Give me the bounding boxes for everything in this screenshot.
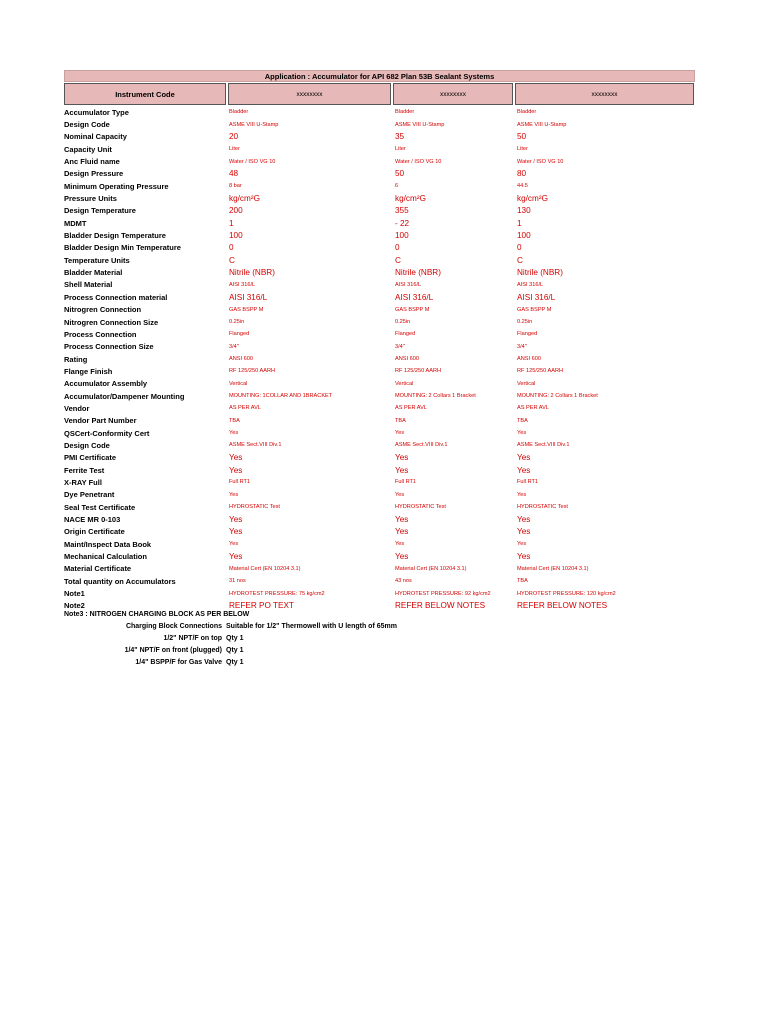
spec-value-1: MOUNTING: 1COLLAR AND 1BRACKET <box>229 393 333 400</box>
spec-value-3: Water / ISO VG 10 <box>517 158 564 165</box>
note3-item-value: Qty 1 <box>226 635 244 642</box>
spec-value-3: Yes <box>517 491 527 498</box>
note3-items <box>64 621 397 669</box>
spec-value-3: HYDROTEST PRESSURE: 120 kg/cm2 <box>517 590 616 597</box>
spec-row <box>64 402 695 414</box>
spec-label: Vendor <box>64 403 90 413</box>
spec-label: Origin Certificate <box>64 527 125 537</box>
spec-label: Process Connection material <box>64 292 168 302</box>
spec-label: Seal Test Certificate <box>64 502 136 512</box>
spec-value-1: Yes <box>229 527 243 537</box>
spec-row <box>64 118 695 130</box>
spec-value-3: TBA <box>517 578 528 585</box>
spec-value-2: 43 nos <box>395 578 412 585</box>
spec-value-2: 0.25in <box>395 319 411 326</box>
spec-value-1: C <box>229 255 235 265</box>
spec-label: Process Connection Size <box>64 342 154 352</box>
spec-value-3: 1 <box>517 218 522 228</box>
spec-label: QSCert-Conformity Cert <box>64 428 150 438</box>
spec-label: Bladder Design Temperature <box>64 231 166 241</box>
spec-value-2: AS PER AVL <box>395 405 427 412</box>
spec-label: Ferrite Test <box>64 465 105 475</box>
spec-value-2: 100 <box>395 231 409 241</box>
spec-row <box>64 291 695 303</box>
spec-row <box>64 501 695 513</box>
spec-value-1: 20 <box>229 132 239 142</box>
spec-value-1: 3/4" <box>229 343 239 350</box>
spec-row <box>64 168 695 180</box>
spec-row <box>64 550 695 562</box>
spec-value-1: 200 <box>229 206 243 216</box>
spec-value-3: 3/4" <box>517 343 527 350</box>
spec-row <box>64 155 695 167</box>
spec-value-3: Flanged <box>517 331 538 338</box>
spec-row <box>64 353 695 365</box>
spec-row <box>64 279 695 291</box>
spec-value-1: ASME VIII U-Stamp <box>229 121 279 128</box>
spec-value-3: RF 125/250 AARH <box>517 368 564 375</box>
spec-value-1: REFER PO TEXT <box>229 601 294 611</box>
spec-label: Capacity Unit <box>64 144 112 154</box>
spec-row <box>64 415 695 427</box>
spec-value-3: 44.5 <box>517 183 528 190</box>
spec-value-2: HYDROTEST PRESSURE: 92 kg/cm2 <box>395 590 491 597</box>
spec-value-3: Liter <box>517 146 528 153</box>
spec-value-1: 48 <box>229 169 239 179</box>
spec-value-3: GAS BSPP M <box>517 306 552 313</box>
spec-value-2: 6 <box>395 183 399 190</box>
spec-value-3: AISI 316/L <box>517 281 544 288</box>
spec-label: X-RAY Full <box>64 477 102 487</box>
spec-value-2: GAS BSPP M <box>395 306 430 313</box>
spec-label: Total quantity on Accumulators <box>64 576 176 586</box>
spec-value-3: Yes <box>517 430 527 437</box>
spec-row <box>64 365 695 377</box>
spec-row <box>64 513 695 525</box>
spec-value-1: RF 125/250 AARH <box>229 368 276 375</box>
spec-value-1: 0.25in <box>229 319 245 326</box>
spec-label: Rating <box>64 354 88 364</box>
spec-value-1: 1 <box>229 218 234 228</box>
spec-value-3: 50 <box>517 132 527 142</box>
spec-value-3: C <box>517 255 523 265</box>
note3-item-value: Qty 1 <box>226 647 244 654</box>
spec-value-1: 31 nos <box>229 578 246 585</box>
spec-value-1: Water / ISO VG 10 <box>229 158 276 165</box>
spec-row <box>64 427 695 439</box>
spec-value-2: 0 <box>395 243 400 253</box>
spec-value-3: AISI 316/L <box>517 292 556 302</box>
spec-row <box>64 266 695 278</box>
spec-value-3: Material Cert (EN 10204 3.1) <box>517 565 589 572</box>
note3-item <box>64 633 397 645</box>
spec-value-2: Vertical <box>395 380 414 387</box>
spec-value-2: kg/cm²G <box>395 194 426 204</box>
spec-label: Minimum Operating Pressure <box>64 181 169 191</box>
spec-value-1: Yes <box>229 453 243 463</box>
column-header-2: xxxxxxxx <box>393 83 513 105</box>
spec-row <box>64 143 695 155</box>
spec-value-3: Yes <box>517 541 527 548</box>
spec-label: NACE MR 0-103 <box>64 515 121 525</box>
spec-value-3: ASME Sect.VIII Div.1 <box>517 442 570 449</box>
spec-value-2: Yes <box>395 552 409 562</box>
spec-value-3: MOUNTING: 2 Collars 1 Bracket <box>517 393 598 400</box>
spec-row <box>64 304 695 316</box>
spec-value-1: AISI 316/L <box>229 281 256 288</box>
spec-value-2: ASME VIII U-Stamp <box>395 121 445 128</box>
spec-value-2: Yes <box>395 515 409 525</box>
spec-row <box>64 229 695 241</box>
spec-label: Temperature Units <box>64 255 130 265</box>
spec-label: Note2 <box>64 601 85 611</box>
spec-label: Nitrogren Connection <box>64 305 142 315</box>
spec-value-3: ASME VIII U-Stamp <box>517 121 567 128</box>
note3-item-value: Qty 1 <box>226 659 244 666</box>
spec-value-3: ANSI 600 <box>517 356 541 363</box>
spec-value-3: 80 <box>517 169 527 179</box>
spec-label: Nitrogren Connection Size <box>64 317 159 327</box>
spec-row <box>64 464 695 476</box>
spec-label: Accumulator/Dampener Mounting <box>64 391 185 401</box>
spec-value-1: ASME Sect.VIII Div.1 <box>229 442 282 449</box>
spec-label: Flange Finish <box>64 366 113 376</box>
column-header-3: xxxxxxxx <box>515 83 694 105</box>
spec-label: Vendor Part Number <box>64 416 137 426</box>
spec-label: Mechanical Calculation <box>64 552 147 562</box>
spec-label: Dye Penetrant <box>64 490 115 500</box>
spec-value-3: Yes <box>517 552 531 562</box>
spec-value-3: HYDROSTATIC Test <box>517 504 568 511</box>
spec-value-2: MOUNTING: 2 Collars 1 Bracket <box>395 393 476 400</box>
spec-value-2: ASME Sect.VIII Div.1 <box>395 442 448 449</box>
spec-label: MDMT <box>64 218 87 228</box>
spec-label: Bladder Material <box>64 268 123 278</box>
spec-value-1: Yes <box>229 541 239 548</box>
spec-value-2: Bladder <box>395 109 415 116</box>
spec-value-3: AS PER AVL <box>517 405 549 412</box>
spec-row <box>64 217 695 229</box>
spec-label: Nominal Capacity <box>64 132 127 142</box>
spec-value-3: 100 <box>517 231 531 241</box>
application-title: Application : Accumulator for API 682 Plan 53B Sealant Systems <box>64 70 695 82</box>
spec-value-2: 355 <box>395 206 409 216</box>
spec-value-2: Nitrile (NBR) <box>395 268 441 278</box>
spec-row <box>64 476 695 488</box>
spec-value-1: Yes <box>229 430 239 437</box>
spec-value-2: HYDROSTATIC Test <box>395 504 446 511</box>
spec-row <box>64 341 695 353</box>
spec-value-1: Yes <box>229 552 243 562</box>
instrument-code-header: Instrument Code <box>64 83 226 105</box>
spec-value-1: 8 bar <box>229 183 242 190</box>
spec-value-2: RF 125/250 AARH <box>395 368 442 375</box>
note3-item-label: Charging Block Connections <box>125 623 222 630</box>
spec-value-3: 130 <box>517 206 531 216</box>
spec-value-1: kg/cm²G <box>229 194 260 204</box>
spec-row <box>64 390 695 402</box>
spec-rows <box>64 106 695 612</box>
column-header-1: xxxxxxxx <box>228 83 391 105</box>
spec-value-3: REFER BELOW NOTES <box>517 601 608 611</box>
note3-heading: Note3 : NITROGEN CHARGING BLOCK AS PER BELOW <box>64 611 250 618</box>
spec-row <box>64 563 695 575</box>
spec-value-1: HYDROTEST PRESSURE: 75 kg/cm2 <box>229 590 325 597</box>
spec-value-1: Yes <box>229 515 243 525</box>
spec-row <box>64 526 695 538</box>
spec-value-1: Vertical <box>229 380 248 387</box>
spec-label: Design Pressure <box>64 169 124 179</box>
spec-row <box>64 192 695 204</box>
spec-value-3: kg/cm²G <box>517 194 548 204</box>
spec-value-1: AISI 316/L <box>229 292 268 302</box>
spec-row <box>64 316 695 328</box>
spec-row <box>64 575 695 587</box>
spec-row <box>64 452 695 464</box>
spec-value-3: Vertical <box>517 380 536 387</box>
spec-value-1: 100 <box>229 231 243 241</box>
spec-value-2: Yes <box>395 465 409 475</box>
note3-item-label: 1/4" BSPP/F for Gas Valve <box>135 659 222 666</box>
spec-row <box>64 328 695 340</box>
spec-row <box>64 131 695 143</box>
spec-row <box>64 587 695 599</box>
spec-value-2: 3/4" <box>395 343 405 350</box>
spec-value-1: Bladder <box>229 109 249 116</box>
spec-value-2: AISI 316/L <box>395 292 434 302</box>
spec-row <box>64 538 695 550</box>
spec-label: Anc Fluid name <box>64 157 120 167</box>
spec-value-2: Yes <box>395 491 405 498</box>
spec-value-3: Nitrile (NBR) <box>517 268 563 278</box>
spec-value-2: - 22 <box>395 218 410 228</box>
spec-value-2: AISI 316/L <box>395 281 422 288</box>
spec-label: Shell Material <box>64 280 113 290</box>
spec-value-3: Bladder <box>517 109 537 116</box>
spec-label: Note1 <box>64 589 85 599</box>
spec-label: Accumulator Type <box>64 107 129 117</box>
spec-value-1: Liter <box>229 146 240 153</box>
spec-value-1: Yes <box>229 465 243 475</box>
spec-value-2: Yes <box>395 527 409 537</box>
spec-value-2: 35 <box>395 132 405 142</box>
spec-value-3: Full RT1 <box>517 479 539 486</box>
spec-value-3: TBA <box>517 417 528 424</box>
spec-row <box>64 242 695 254</box>
spec-value-2: TBA <box>395 417 406 424</box>
spec-label: Design Code <box>64 440 110 450</box>
note3-item-value: Suitable for 1/2" Thermowell with U length of 65mm <box>226 623 397 630</box>
note3-item <box>64 621 397 633</box>
spec-value-3: 0 <box>517 243 522 253</box>
spec-value-1: HYDROSTATIC Test <box>229 504 280 511</box>
spec-row <box>64 378 695 390</box>
spec-value-2: 50 <box>395 169 405 179</box>
spec-row <box>64 180 695 192</box>
spec-row <box>64 254 695 266</box>
note3-item <box>64 645 397 657</box>
note3-item-label: 1/4" NPT/F on front (plugged) <box>124 647 222 654</box>
spec-label: Pressure Units <box>64 194 117 204</box>
spec-row <box>64 205 695 217</box>
spec-value-2: ANSI 600 <box>395 356 419 363</box>
spec-row <box>64 439 695 451</box>
spec-label: Design Temperature <box>64 206 136 216</box>
spec-value-3: 0.25in <box>517 319 533 326</box>
note3-item <box>64 657 397 669</box>
notes-section <box>64 609 397 669</box>
spec-value-1: Material Cert (EN 10204 3.1) <box>229 565 301 572</box>
spec-value-2: Material Cert (EN 10204 3.1) <box>395 565 467 572</box>
spec-value-3: Yes <box>517 527 531 537</box>
spec-label: Material Certificate <box>64 564 132 574</box>
spec-row <box>64 489 695 501</box>
spec-value-1: ANSI 600 <box>229 356 253 363</box>
spec-value-2: Flanged <box>395 331 416 338</box>
spec-label: Design Code <box>64 120 110 130</box>
spec-value-2: C <box>395 255 401 265</box>
spec-value-2: Yes <box>395 453 409 463</box>
spec-value-1: Nitrile (NBR) <box>229 268 275 278</box>
spec-value-2: Water / ISO VG 10 <box>395 158 442 165</box>
spec-value-2: Yes <box>395 430 405 437</box>
spec-value-2: REFER BELOW NOTES <box>395 601 486 611</box>
spec-value-3: Yes <box>517 453 531 463</box>
spec-value-1: TBA <box>229 417 240 424</box>
spec-label: Bladder Design Min Temperature <box>64 243 181 253</box>
spec-label: PMI Certificate <box>64 453 117 463</box>
spec-value-1: GAS BSPP M <box>229 306 264 313</box>
spec-label: Maint/Inspect Data Book <box>64 539 152 549</box>
spec-value-1: 0 <box>229 243 234 253</box>
table-header <box>64 83 695 105</box>
spec-value-1: Yes <box>229 491 239 498</box>
spec-value-3: Yes <box>517 515 531 525</box>
spec-value-3: Yes <box>517 465 531 475</box>
spec-value-1: Full RT1 <box>229 479 251 486</box>
spec-value-1: AS PER AVL <box>229 405 261 412</box>
spec-sheet <box>64 70 695 612</box>
spec-value-2: Liter <box>395 146 406 153</box>
spec-value-2: Full RT1 <box>395 479 417 486</box>
spec-row <box>64 106 695 118</box>
note3-item-label: 1/2" NPT/F on top <box>163 635 222 642</box>
spec-value-2: Yes <box>395 541 405 548</box>
spec-label: Accumulator Assembly <box>64 379 148 389</box>
spec-label: Process Connection <box>64 329 137 339</box>
spec-value-1: Flanged <box>229 331 250 338</box>
